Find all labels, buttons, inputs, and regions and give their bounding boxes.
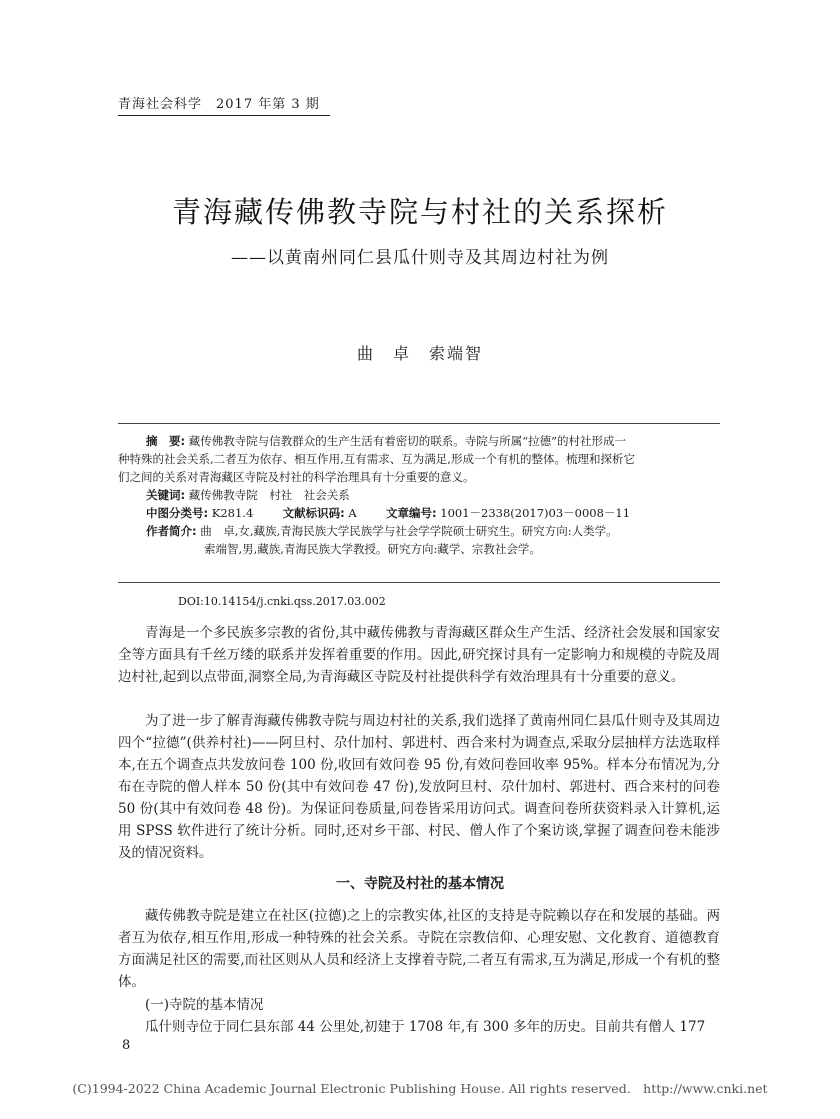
article-subtitle: ——以黄南州同仁县瓜什则寺及其周边村社为例 [231,248,609,268]
paragraph-1: 青海是一个多民族多宗教的省份,其中藏传佛教与青海藏区群众生产生活、经济社会发展和国家安全等方面具有千丝万缕的联系并发挥着重要的作用。因此,研究探讨具有一定影响力和规模的寺院及周边村社,起到以点带面,洞察全局,为青海藏区寺院及村社提供科学有效治理具有十分重要的意义。 [118,625,720,685]
abstract-label: 摘 要: [146,434,186,448]
author-names: 曲 卓 索端智 [356,344,483,363]
abstract-text-2: 种特殊的社会关系,二者互为依存、相互作用,互有需求、互为满足,形成一个有机的整体。梳理和探析它 [118,452,635,466]
paragraph-3: 藏传佛教寺院是建立在社区(拉德)之上的宗教实体,社区的支持是寺院赖以存在和发展的基础。两者互为依存,相互作用,形成一种特殊的社会关系。寺院在宗教信仰、心理安慰、文化教育、道德教育方面满足社区的需要,而社区则从人员和经济上支撑着寺院,二者互有需求,互为满足,形成一个有机的整体。 [118,908,720,990]
abstract-text-1: 藏传佛教寺院与信教群众的生产生活有着密切的联系。寺院与所属“拉德”的村社形成一 [188,434,627,448]
keywords-line [146,487,350,505]
doi: DOI:10.14154/j.cnki.qss.2017.03.002 [178,595,386,608]
clc-label: 中图分类号: [146,506,209,520]
paragraph-2: 为了进一步了解青海藏传佛教寺院与周边村社的关系,我们选择了黄南州同仁县瓜什则寺及其周边四个“拉德”(供养村社)——阿旦村、尕什加村、郭进村、西合来村为调查点,采取分层抽样方法选取样本,在五个调查点共发放问卷 100 份,收回有效问卷 95 份,有效问卷回收率 95%。样本分布情况为,分布在寺院的僧人样本 50 份(其中有效问卷 47 份),发放阿旦村、尕什加村、郭进村、西合来村的问卷 50 份(其中有效问卷 48 份)。为保证问卷质量,问卷皆采用访问式。调查问卷所获资料录入计算机,运用 SPSS 软件进行了统计分析。同时,还对乡干部、村民、僧人作了个案访谈,掌握了调查问卷未能涉及的情况资料。 [118,713,720,861]
bio-text-2: 索端智,男,藏族,青海民族大学教授。研究方向:藏学、宗教社会学。 [204,542,541,556]
journal-header: 青海社会科学 2017 年第 3 期 [118,93,330,116]
doc-code-label: 文献标识码: [282,506,345,520]
doc-code-value: A [348,506,357,520]
abstract-block [118,423,720,583]
paragraph-4: 瓜什则寺位于同仁县东部 44 公里处,初建于 1708 年,有 300 多年的历史。目前共有僧人 177 [145,1019,706,1035]
author-bio-line-1 [146,523,618,541]
article-no-label: 文章编号: [385,506,437,520]
subsection-heading-1: (一)寺院的基本情况 [145,997,264,1013]
copyright-footer: (C)1994-2022 China Academic Journal Electronic Publishing House. All rights reserved. http://www.cnki.net [72,1081,768,1096]
bio-label: 作者简介: [146,524,197,538]
abstract-text-3: 们之间的关系对青海藏区寺院及村社的科学治理具有十分重要的意义。 [118,470,475,484]
section-heading-1: 一、寺院及村社的基本情况 [336,876,504,892]
bio-text-1: 曲 卓,女,藏族,青海民族大学民族学与社会学学院硕士研究生。研究方向:人类学。 [200,524,618,538]
clc-value: K281.4 [211,506,254,520]
page-number: 8 [122,1038,131,1053]
classification-line [146,505,630,523]
article-no-value: 1001－2338(2017)03－0008－11 [440,506,631,520]
keywords-label: 关键词: [146,488,186,502]
keywords-text: 藏传佛教寺院 村社 社会关系 [188,488,350,502]
article-title: 青海藏传佛教寺院与村社的关系探析 [171,195,668,229]
abstract-line-1 [146,433,626,451]
